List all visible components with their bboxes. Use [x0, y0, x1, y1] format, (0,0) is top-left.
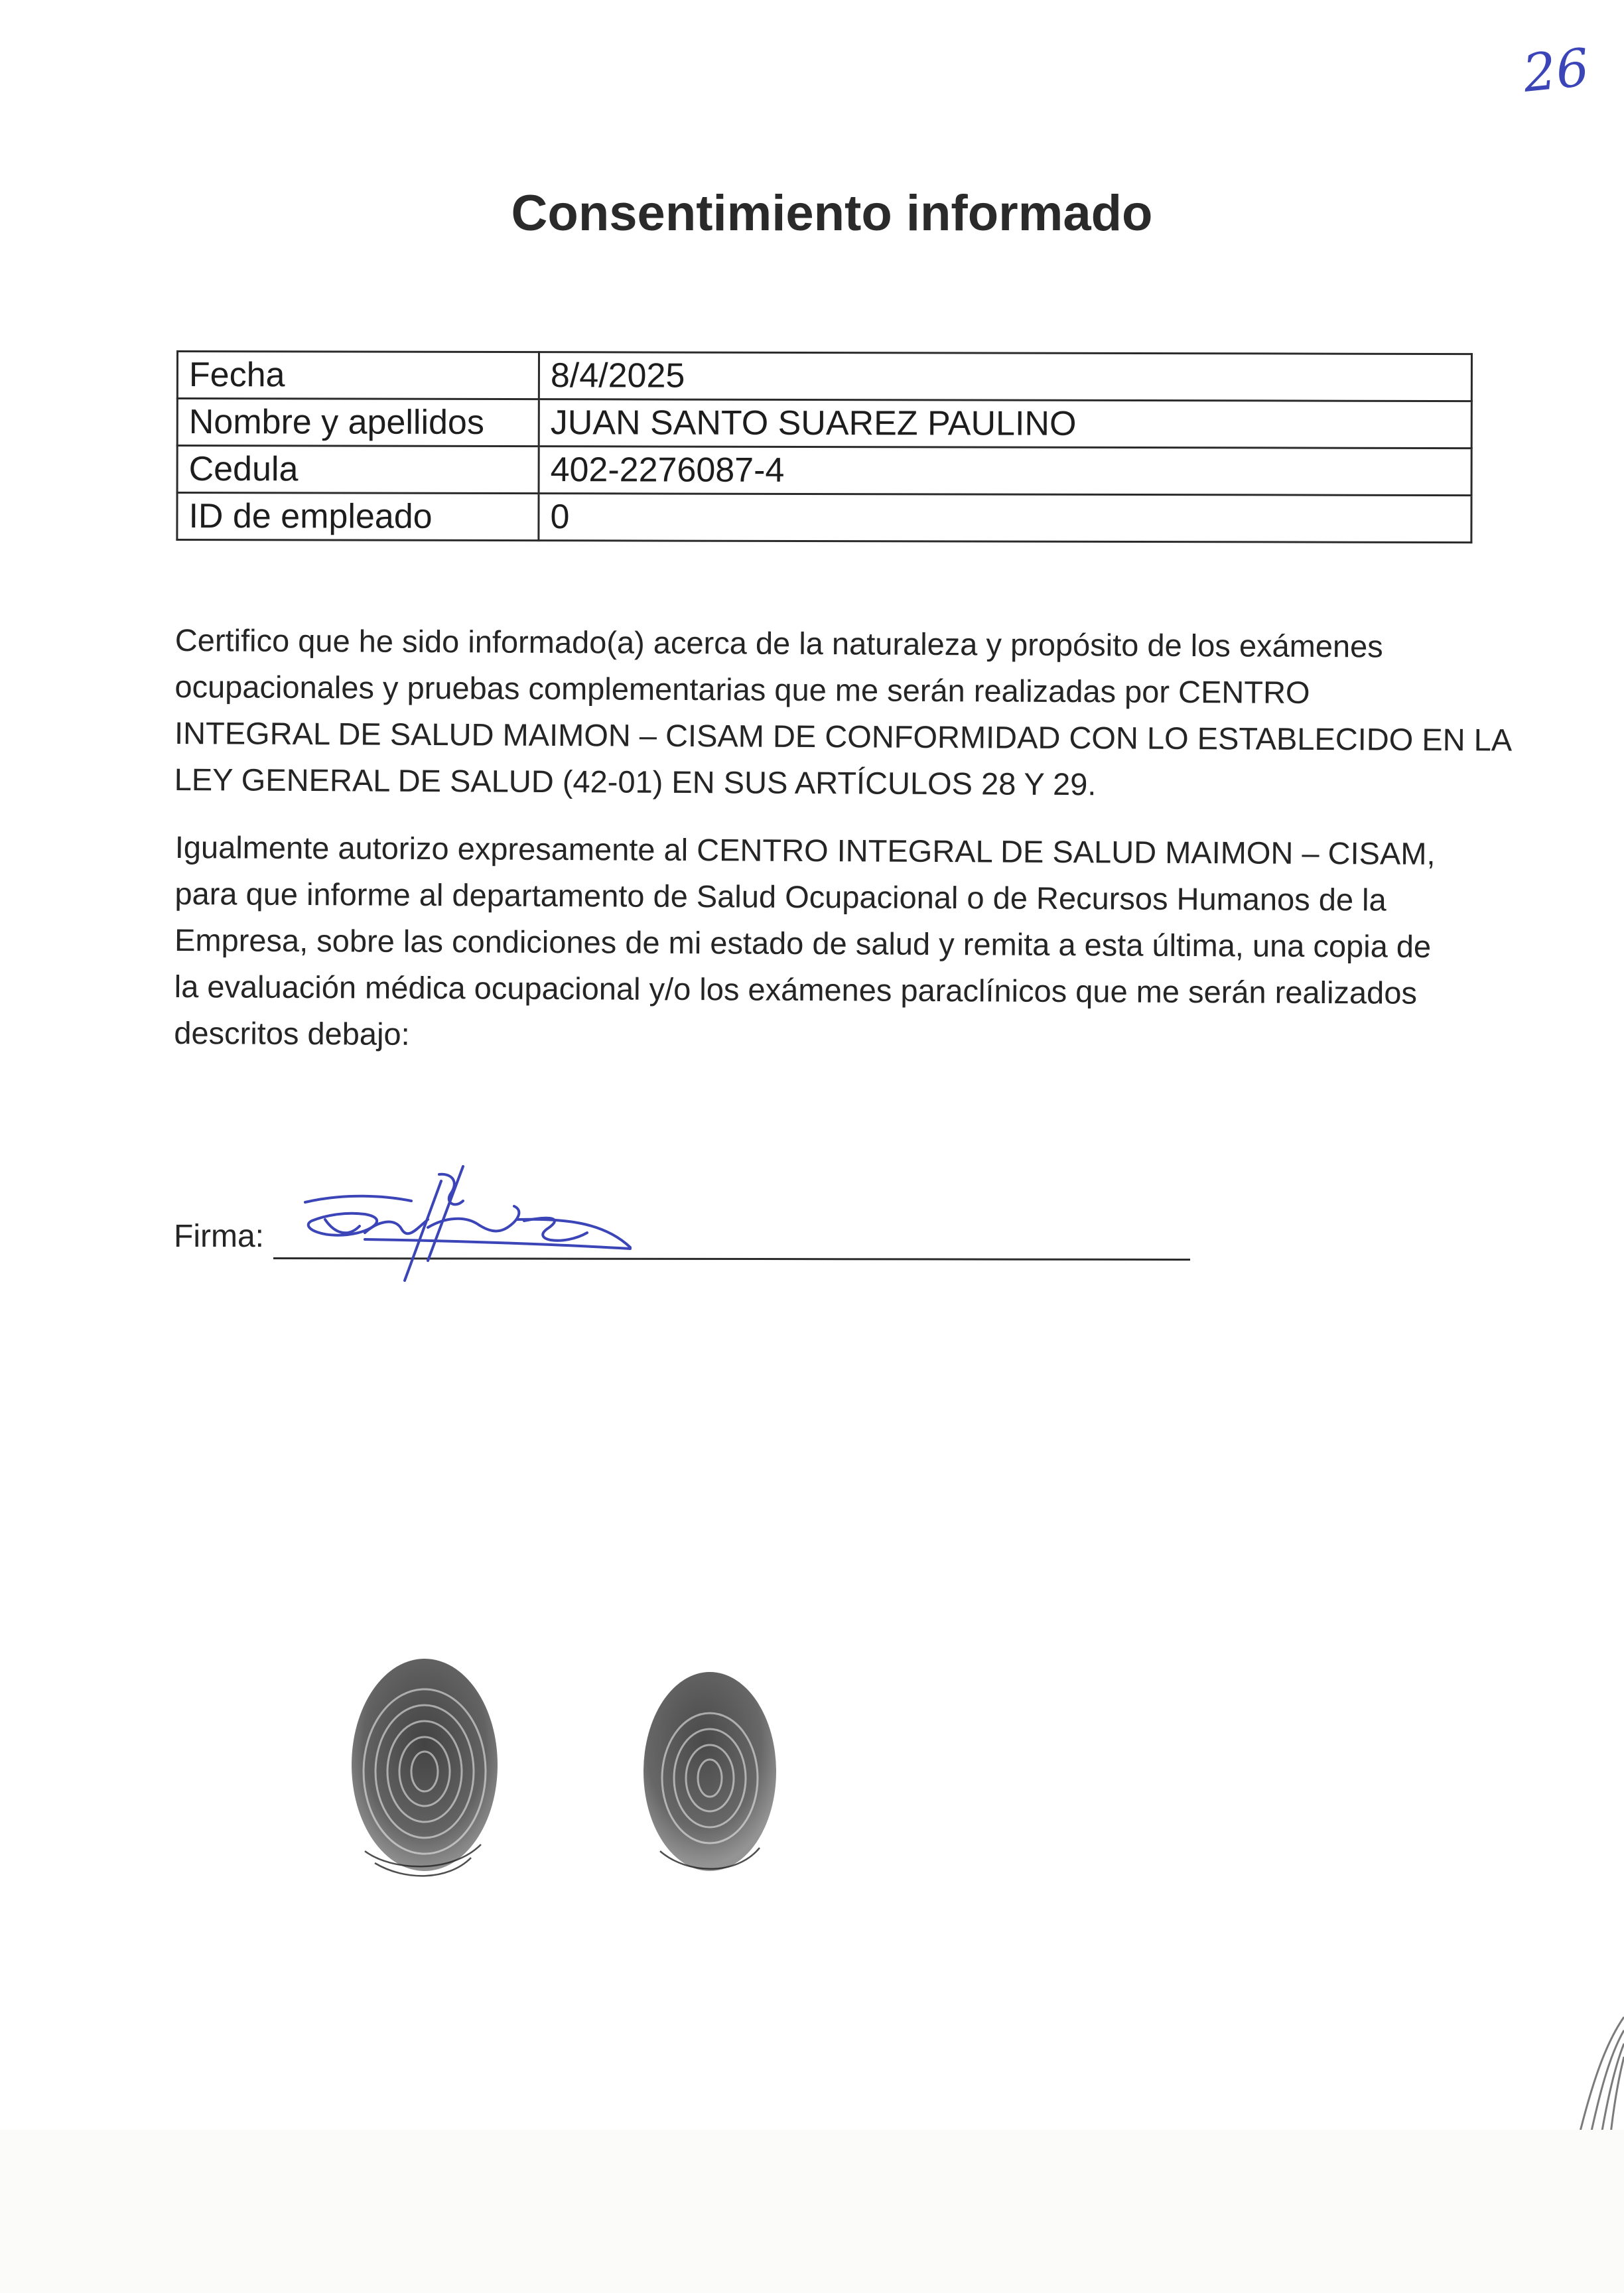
- handwritten-page-number: 26: [1520, 38, 1592, 104]
- paragraph-line: Empresa, sobre las condiciones de mi estado de salud y remita a esta última, una copia de: [174, 922, 1432, 964]
- paragraph-line: INTEGRAL DE SALUD MAIMON – CISAM DE CONFORMIDAD CON LO ESTABLECIDO EN LA: [174, 715, 1513, 758]
- paragraph-line: Certifico que he sido informado(a) acerca de la naturaleza y propósito de los exámenes: [174, 622, 1383, 664]
- paragraph-line: LEY GENERAL DE SALUD (42-01) EN SUS ARTÍCULOS 28 Y 29.: [174, 761, 1097, 802]
- paragraph-line: para que informe al departamento de Salud Ocupacional o de Recursos Humanos de la: [174, 875, 1387, 918]
- info-table: [176, 350, 1473, 543]
- paragraph-line: descritos debajo:: [174, 1014, 410, 1052]
- fingerprint-left: [338, 1652, 511, 1891]
- cedula-value: 402-2276087-4: [539, 447, 1471, 496]
- fecha-label: Fecha: [177, 352, 539, 399]
- scan-edge-shadow: [0, 2130, 1624, 2293]
- fecha-value: 8/4/2025: [539, 352, 1471, 401]
- fingerprint-right: [630, 1665, 789, 1891]
- id-empleado-value: 0: [539, 494, 1471, 543]
- certification-paragraph: [174, 617, 1513, 809]
- table-row: [177, 493, 1471, 543]
- table-row: [177, 446, 1471, 496]
- table-row: [177, 352, 1471, 401]
- cedula-label: Cedula: [177, 446, 539, 494]
- authorization-paragraph: [174, 824, 1475, 1063]
- nombre-label: Nombre y apellidos: [177, 399, 539, 447]
- document-title: Consentimiento informado: [511, 185, 1153, 242]
- paragraph-line: Igualmente autorizo expresamente al CENTRO INTEGRAL DE SALUD MAIMON – CISAM,: [174, 829, 1436, 871]
- id-empleado-label: ID de empleado: [177, 493, 539, 541]
- nombre-value: JUAN SANTO SUAREZ PAULINO: [539, 399, 1471, 449]
- handwritten-signature: [285, 1154, 657, 1300]
- table-row: [177, 399, 1471, 449]
- signature-label: Firma:: [174, 1219, 264, 1254]
- paragraph-line: ocupacionales y pruebas complementarias que me serán realizadas por CENTRO: [174, 668, 1310, 710]
- paragraph-line: la evaluación médica ocupacional y/o los exámenes paraclínicos que me serán realizados: [174, 968, 1418, 1010]
